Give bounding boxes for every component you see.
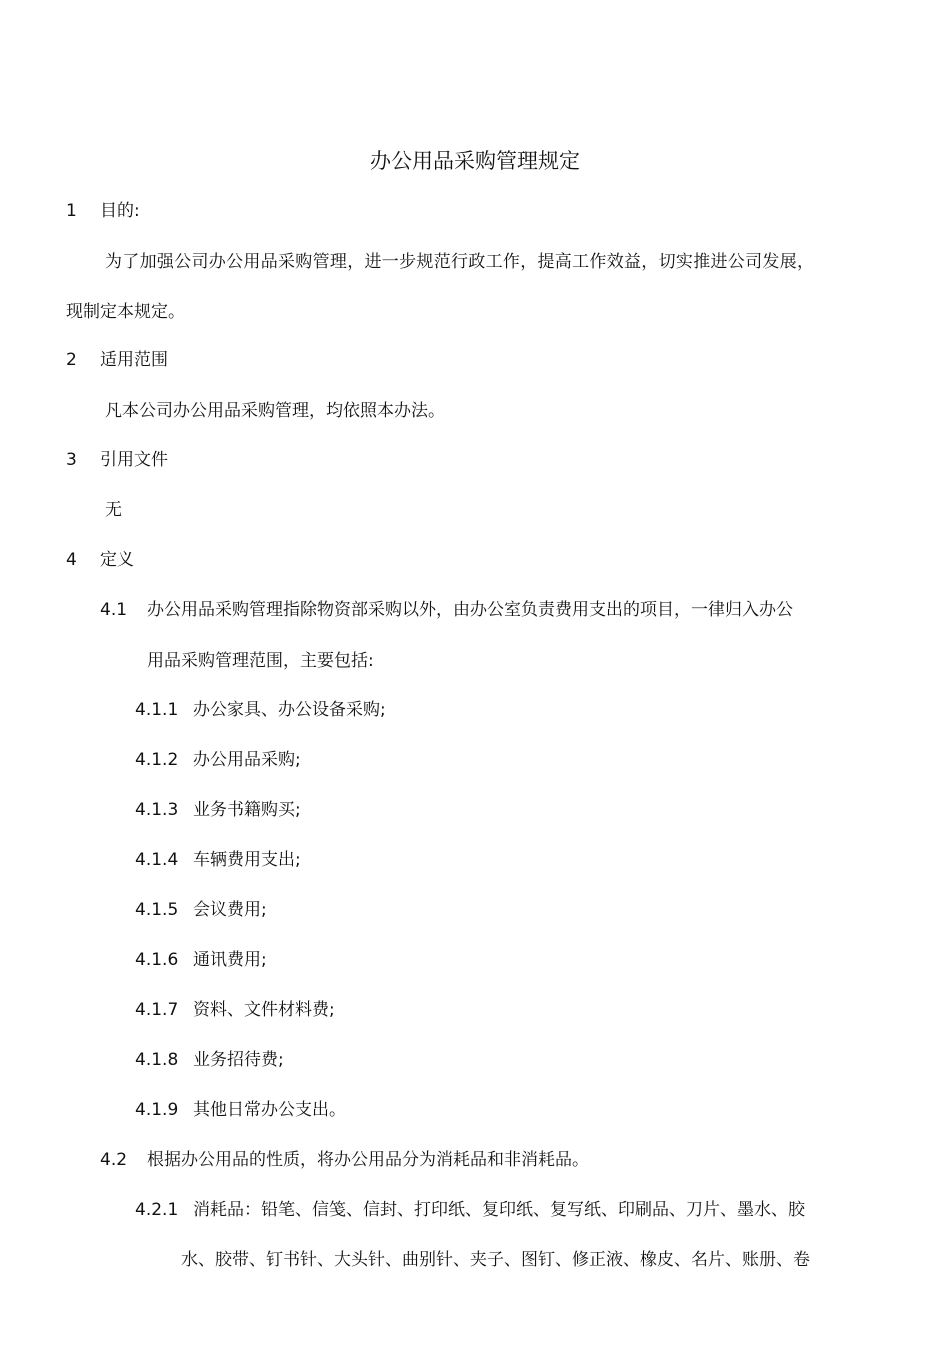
item-text: 会议费用; — [193, 900, 267, 920]
item-text: 业务招待费; — [193, 1050, 284, 1070]
list-item — [135, 948, 267, 972]
section-title: 适用范围 — [100, 350, 168, 370]
document-title: 办公用品采购管理规定 — [370, 149, 580, 173]
section-title: 引用文件 — [100, 450, 168, 470]
subsection-4-1-continuation: 用品采购管理范围，主要包括: — [147, 651, 374, 671]
section-1-paragraph-line-2: 现制定本规定。 — [66, 302, 185, 322]
item-text: 消耗品：铅笔、信笺、信封、打印纸、复印纸、复写纸、印刷品、刀片、墨水、胶 — [193, 1200, 805, 1220]
subsection-number: 4.2 — [100, 1150, 128, 1170]
list-item — [135, 848, 301, 872]
item-number: 4.2.1 — [135, 1200, 179, 1220]
section-title: 目的: — [100, 201, 140, 221]
list-item — [135, 1198, 805, 1222]
subsection-4-1 — [100, 598, 793, 622]
list-item — [135, 998, 335, 1022]
subsection-text: 办公用品采购管理指除物资部采购以外，由办公室负责费用支出的项目，一律归入办公 — [147, 600, 793, 620]
section-heading-3 — [66, 448, 168, 472]
list-item — [135, 898, 267, 922]
item-number: 4.1.2 — [135, 750, 179, 770]
list-item — [135, 748, 301, 772]
section-2-paragraph: 凡本公司办公用品采购管理，均依照本办法。 — [105, 401, 445, 421]
subsection-4-2 — [100, 1148, 589, 1172]
subsection-number: 4.1 — [100, 600, 128, 620]
item-number: 4.1.4 — [135, 850, 179, 870]
item-number: 4.1.7 — [135, 1000, 179, 1020]
section-number: 3 — [66, 450, 77, 470]
list-item — [135, 1098, 346, 1122]
item-number: 4.1.1 — [135, 700, 179, 720]
item-text: 通讯费用; — [193, 950, 267, 970]
section-1-paragraph-line-1: 为了加强公司办公用品采购管理，进一步规范行政工作，提高工作效益，切实推进公司发展， — [105, 252, 815, 272]
item-text: 办公用品采购; — [193, 750, 301, 770]
item-number: 4.1.3 — [135, 800, 179, 820]
list-item — [135, 798, 301, 822]
section-heading-1 — [66, 199, 140, 223]
section-heading-2 — [66, 348, 168, 372]
list-item — [135, 1048, 284, 1072]
item-number: 4.1.6 — [135, 950, 179, 970]
item-text: 业务书籍购买; — [193, 800, 301, 820]
item-number: 4.1.8 — [135, 1050, 179, 1070]
section-number: 2 — [66, 350, 77, 370]
section-number: 1 — [66, 201, 77, 221]
item-text: 车辆费用支出; — [193, 850, 301, 870]
section-heading-4 — [66, 548, 134, 572]
subsection-text: 根据办公用品的性质，将办公用品分为消耗品和非消耗品。 — [147, 1150, 589, 1170]
section-3-paragraph: 无 — [105, 500, 122, 520]
section-number: 4 — [66, 550, 77, 570]
item-text: 办公家具、办公设备采购; — [193, 700, 386, 720]
item-number: 4.1.5 — [135, 900, 179, 920]
item-text: 资料、文件材料费; — [193, 1000, 335, 1020]
section-title: 定义 — [100, 550, 134, 570]
item-number: 4.1.9 — [135, 1100, 179, 1120]
list-item-continuation: 水、胶带、钉书针、大头针、曲别针、夹子、图钉、修正液、橡皮、名片、账册、卷 — [181, 1250, 810, 1270]
item-text: 其他日常办公支出。 — [193, 1100, 346, 1120]
list-item — [135, 698, 386, 722]
